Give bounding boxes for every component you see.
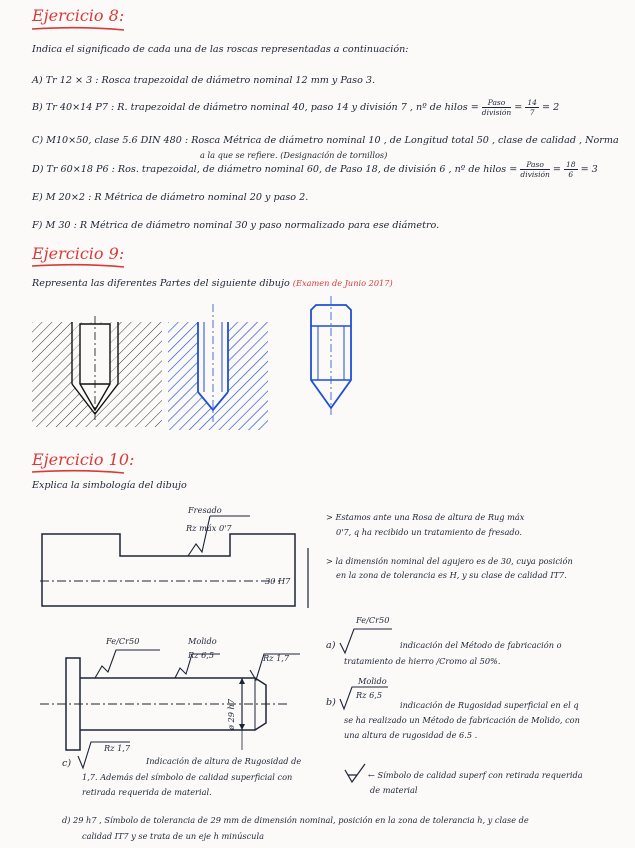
ej8-item-c-line2: a la que se refiere. (Designación de tornillos) (200, 150, 388, 160)
ej10-qc-line1: Indicación de altura de Rugosidad de (146, 756, 302, 766)
ej10-surface-note-line2: de material (370, 785, 418, 795)
ej8-item-d-text: D) Tr 60×18 P6 : Ros. trapezoidal, de diámetro nominal 60, de Paso 18, de división 6 , nº de hilos = (32, 164, 518, 175)
ej9-drawing-screw-assembly (168, 322, 273, 432)
ej10-qb-molido: Molido (358, 676, 387, 686)
ej9-exam: (Examen de Junio 2017) (292, 278, 393, 288)
ej8-intro: Indica el significado de cada una de las roscas representadas a continuación: (32, 44, 409, 55)
ej10-qc-marker: c) (62, 758, 72, 769)
ej10-fig2-dim-label: ø 29 h7 (226, 698, 236, 730)
ej10-fig2-fe-label: Fe/Cr50 (106, 636, 140, 646)
ej10-title: Ejercicio 10: (32, 450, 135, 469)
ej8-d-result: = 3 (580, 164, 598, 175)
ej10-qa-marker: a) (326, 640, 336, 651)
ej8-b-den2: 7 (529, 108, 535, 117)
ej10-fig1-dim-label: 30 H7 (265, 576, 291, 586)
ej10-note1-line2: 0'7, q ha recibido un tratamiento de fresado. (336, 527, 522, 537)
ej8-item-d: D) Tr 60×18 P6 : Ros. trapezoidal, de diámetro nominal 60, de Paso 18, de división 6 , nº de hilos = $\frac{\text{Paso}}{\text{división}}$ = $\frac{18}{6}$ = 3 (32, 160, 598, 179)
ej10-qb-symbol-label: Rz 6,5 (356, 690, 383, 700)
ej10-qa-symbol (338, 625, 398, 655)
ej10-note1-line1: > Estamos ante una Rosa de altura de Rug máx (326, 512, 525, 522)
ej10-intro: Explica la simbología del dibujo (32, 480, 187, 491)
ej8-title: Ejercicio 8: (32, 6, 125, 25)
ej10-fig1-label-rz: Rz máx 0'7 (186, 523, 232, 533)
ej8-item-b-frac1 (482, 98, 511, 117)
ej10-fig2-rz17-label: Rz 1,7 (263, 653, 290, 663)
ej10-qb-line3: una altura de rugosidad de 6.5 . (344, 730, 478, 740)
ej10-qd-line1: d) 29 h7 , Símbolo de tolerancia de 29 mm de dimensión nominal, posición en la zona de tolerancia h, y clase de (62, 815, 529, 825)
ej8-item-d-frac2 (564, 160, 578, 179)
ej9-drawing-screw (306, 300, 366, 415)
ej10-fig2-molido-label: Molido (188, 636, 217, 646)
ej10-note2-line2: en la zona de tolerancia es H, y su clase de calidad IT7. (336, 570, 567, 580)
ej9-underline (32, 264, 132, 270)
ej8-item-e: E) M 20×2 : R Métrica de diámetro nominal 20 y paso 2. (32, 192, 309, 203)
ej10-qa-line1: indicación del Método de fabricación o (400, 640, 562, 650)
ej8-underline (32, 27, 132, 33)
ej8-item-a: A) Tr 12 × 3 : Rosca trapezoidal de diámetro nominal 12 mm y Paso 3. (32, 75, 376, 86)
ej8-d-den: división (520, 170, 550, 179)
ej10-surface-note-line1: ← Símbolo de calidad superf con retirada requerida (368, 770, 583, 780)
ej8-b-num: Paso (482, 98, 511, 108)
ej10-qb-line1: indicación de Rugosidad superficial en el q (400, 700, 579, 710)
ej10-qc-line3: retirada requerida de material. (82, 787, 212, 797)
ej8-d-den2: 6 (568, 170, 574, 179)
ej8-b-num2: 14 (527, 98, 537, 107)
ej8-d-num2: 18 (565, 160, 576, 169)
ej8-item-c: C) M10×50, clase 5.6 DIN 480 : Rosca Métrica de diámetro nominal 10 , de Longitud total 50 , clase de calidad , Norma (32, 135, 619, 146)
ej10-qa-line2: tratamiento de hierro /Cromo al 50%. (344, 656, 501, 666)
ej9-intro (32, 278, 393, 289)
ej9-drawing-threaded-hole (32, 322, 162, 432)
ej10-surface-symbol-icon (343, 764, 371, 784)
ej8-b-result: = 2 (541, 102, 560, 113)
ej10-fig2-rz65-label: Rz 6,5 (188, 650, 215, 660)
ej10-note2-line1: > la dimensión nominal del agujero es de 30, cuya posición (326, 556, 573, 566)
ej10-underline (32, 470, 132, 476)
ej8-item-b-frac2 (525, 98, 539, 117)
ej8-item-b: B) Tr 40×14 P7 : R. trapezoidal de diámetro nominal 40, paso 14 y división 7 , nº de hilos = $\frac{\text{Paso}}{\text{división}}$ = $\frac{14}{7}$ = 2 (32, 98, 560, 117)
ej8-b-den: división (481, 108, 512, 117)
ej8-item-d-frac1 (520, 160, 549, 179)
ej10-qa-symbol-label: Fe/Cr50 (356, 615, 390, 625)
ej10-qc-line2: 1,7. Además del símbolo de calidad superficial con (82, 772, 293, 782)
ej9-title: Ejercicio 9: (32, 244, 125, 263)
ej10-qb-marker: b) (326, 697, 336, 708)
ej8-item-f: F) M 30 : R Métrica de diámetro nominal 30 y paso normalizado para ese diámetro. (32, 220, 440, 231)
ej10-qc-symbol-label: Rz 1,7 (104, 743, 131, 753)
ej8-item-b-text: B) Tr 40×14 P7 : R. trapezoidal de diámetro nominal 40, paso 14 y división 7 , nº de hilos = (32, 102, 479, 113)
ej9-intro-text: Representa las diferentes Partes del siguiente dibujo (32, 278, 290, 289)
ej10-fig1-label-fresado: Fresado (188, 505, 222, 515)
ej8-d-num: Paso (520, 160, 549, 170)
ej10-qd-line2: calidad IT7 y se trata de un eje h minúscula (82, 831, 264, 841)
ej10-drawing-block (40, 508, 330, 608)
ej10-qb-line2: se ha realizado un Método de fabricación de Molido, con (344, 715, 580, 725)
